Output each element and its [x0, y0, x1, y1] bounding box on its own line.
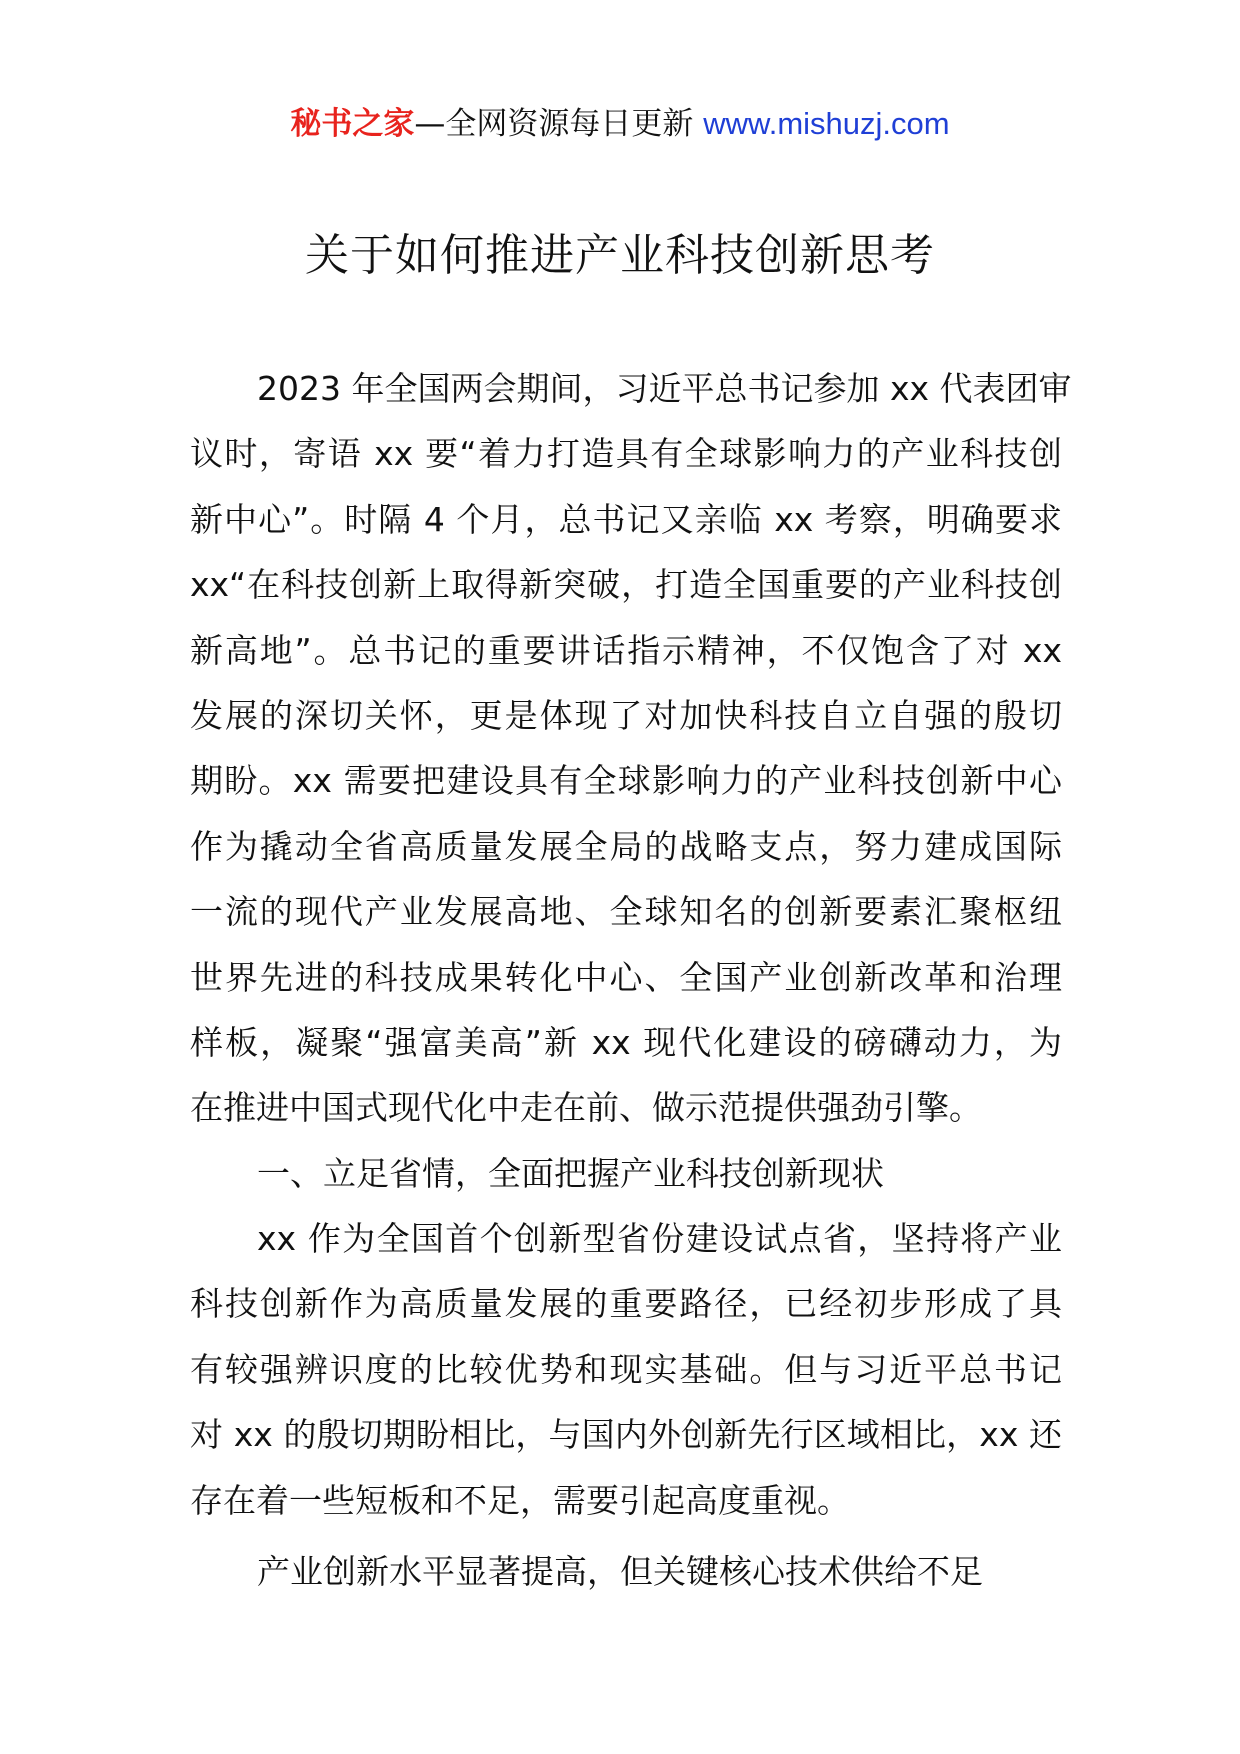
text-line: 科技创新作为高质量发展的重要路径，已经初步形成了具	[190, 1284, 1062, 1324]
text-line: 作为撬动全省高质量发展全局的战略支点，努力建成国际	[190, 826, 1062, 866]
document-body	[190, 356, 1072, 1604]
paragraph	[190, 356, 1072, 1141]
text-line: 期盼。xx 需要把建设具有全球影响力的产业科技创新中心	[190, 761, 1062, 801]
header-tagline: —全网资源每日更新	[414, 106, 694, 142]
text-line: 一流的现代产业发展高地、全球知名的创新要素汇聚枢纽	[190, 892, 1062, 932]
text-line: 有较强辨识度的比较优势和现实基础。但与习近平总书记	[190, 1349, 1062, 1389]
site-url-link[interactable]: www.mishuzj.com	[703, 106, 950, 141]
text-line: 议时，寄语 xx 要“着力打造具有全球影响力的产业科技创	[190, 434, 1062, 474]
text-line: 新中心”。时隔 4 个月，总书记又亲临 xx 考察，明确要求	[190, 499, 1062, 539]
text-line: xx“在科技创新上取得新突破，打造全国重要的产业科技创	[190, 565, 1062, 605]
brand-name: 秘书之家	[290, 106, 415, 142]
text-line: 在推进中国式现代化中走在前、做示范提供强劲引擎。	[190, 1088, 982, 1128]
page-header	[0, 100, 1240, 148]
text-line: 2023 年全国两会期间，习近平总书记参加 xx 代表团审	[257, 369, 1072, 408]
text-line: 对 xx 的殷切期盼相比，与国内外创新先行区域相比，xx 还	[190, 1415, 1062, 1455]
text-line: 发展的深切关怀，更是体现了对加快科技自立自强的殷切	[190, 695, 1062, 735]
text-line: 存在着一些短板和不足，需要引起高度重视。	[190, 1480, 850, 1520]
paragraph	[190, 1539, 1062, 1604]
text-line: 样板，凝聚“强富美高”新 xx 现代化建设的磅礴动力，为	[190, 1022, 1062, 1062]
text-line: 世界先进的科技成果转化中心、全国产业创新改革和治理	[190, 957, 1062, 997]
paragraph	[190, 1206, 1062, 1533]
text-line: 产业创新水平显著提高，但关键核心技术供给不足	[257, 1552, 983, 1592]
text-line: xx 作为全国首个创新型省份建设试点省，坚持将产业	[257, 1219, 1062, 1259]
section-heading: 一、立足省情，全面把握产业科技创新现状	[257, 1153, 884, 1193]
text-line: 新高地”。总书记的重要讲话指示精神，不仅饱含了对 xx	[190, 630, 1062, 670]
document-title: 关于如何推进产业科技创新思考	[305, 230, 935, 281]
